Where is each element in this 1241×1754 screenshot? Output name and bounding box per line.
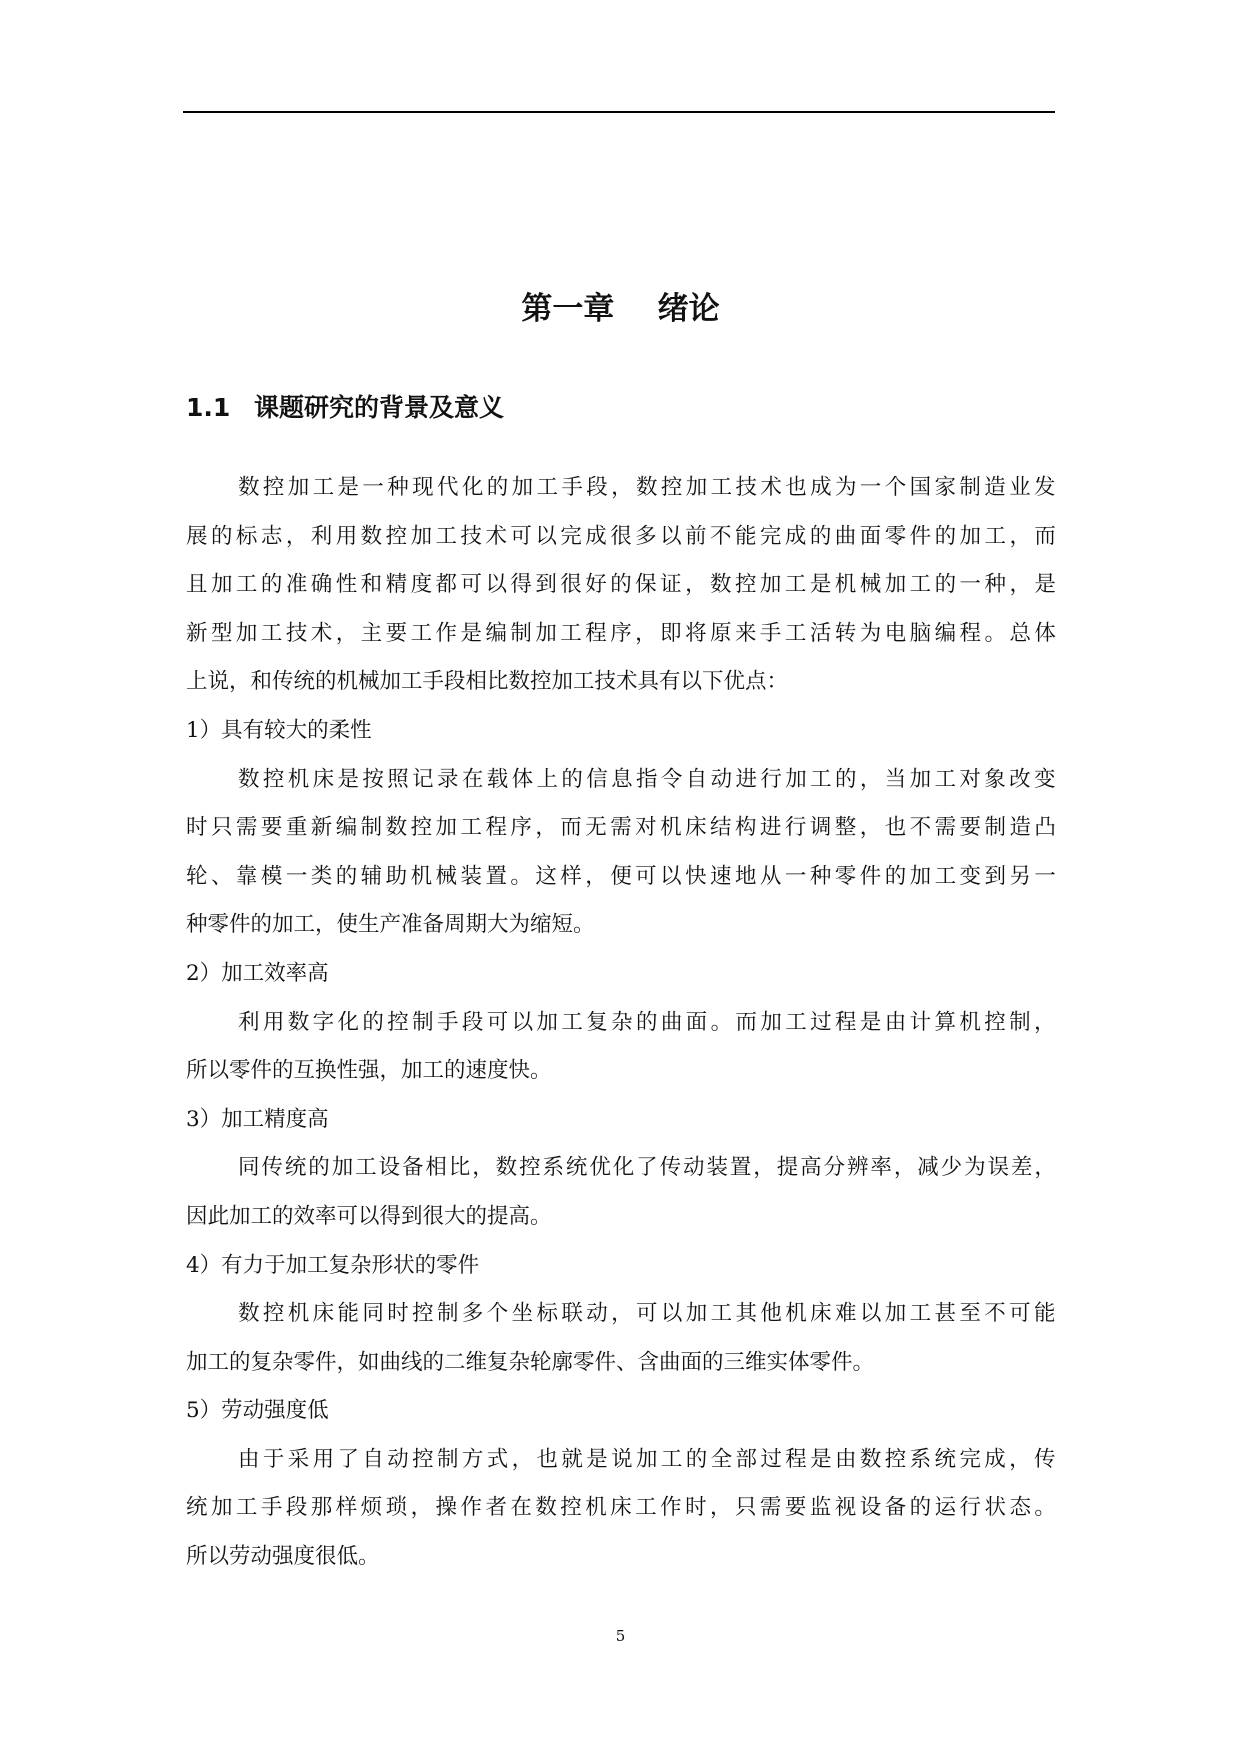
- body-line: 加工的复杂零件，如曲线的二维复杂轮廓零件、含曲面的三维实体零件。: [186, 1349, 875, 1375]
- body-line: [186, 999, 1056, 1048]
- body-line-text: 展 的 标 志 ， 利 用 数 控 加 工 技 术 可 以 完 成 很 多 以 前 不 能 完 成 的 曲 面 零 件 的 加 工 ， 而: [186, 523, 1056, 549]
- section-heading: [186, 390, 504, 426]
- body-line: 4）有力于加工复杂形状的零件: [186, 1252, 480, 1278]
- body-line-text: 统 加 工 手 段 那 样 烦 琐 ， 操 作 者 在 数 控 机 床 工 作 时 ， 只 需 要 监 视 设 备 的 运 行 状 态 。: [186, 1495, 1056, 1521]
- body-line: 1）具有较大的柔性: [186, 717, 372, 743]
- body-text: [186, 464, 1056, 1582]
- body-line: [186, 1290, 1056, 1339]
- body-line: [186, 1484, 1056, 1533]
- body-line-text: 轮 、 靠 模 一 类 的 辅 助 机 械 装 置 。 这 样 ， 便 可 以 快 速 地 从 一 种 零 件 的 加 工 变 到 另 一: [186, 863, 1056, 889]
- body-line: [186, 1436, 1056, 1485]
- body-line: 所以零件的互换性强，加工的速度快。: [186, 1058, 552, 1084]
- body-line-text: 时 只 需 要 重 新 编 制 数 控 加 工 程 序 ， 而 无 需 对 机 床 结 构 进 行 调 整 ， 也 不 需 要 制 造 凸: [186, 815, 1056, 841]
- section-title: 课题研究的背景及意义: [254, 393, 505, 422]
- body-line: [186, 804, 1056, 853]
- body-line: 5）劳动强度低: [186, 1398, 329, 1424]
- section-number: 1.1: [186, 393, 231, 422]
- body-line: [186, 853, 1056, 902]
- header-rule: [183, 111, 1055, 113]
- body-line: [186, 513, 1056, 562]
- body-line: 上说，和传统的机械加工手段相比数控加工技术具有以下优点：: [186, 669, 789, 695]
- body-line-text: 数 控 机 床 是 按 照 记 录 在 载 体 上 的 信 息 指 令 自 动 进 行 加 工 的 ， 当 加 工 对 象 改 变: [238, 766, 1056, 792]
- body-line-text: 利 用 数 字 化 的 控 制 手 段 可 以 加 工 复 杂 的 曲 面 。 而 加 工 过 程 是 由 计 算 机 控 制 ，: [238, 1009, 1056, 1035]
- body-line-text: 由 于 采 用 了 自 动 控 制 方 式 ， 也 就 是 说 加 工 的 全 部 过 程 是 由 数 控 系 统 完 成 ， 传: [238, 1446, 1056, 1472]
- body-line: [186, 561, 1056, 610]
- chapter-title: 第一章 绪论: [521, 291, 720, 327]
- body-line: [186, 1144, 1056, 1193]
- body-line: 3）加工精度高: [186, 1106, 329, 1132]
- body-line: [186, 756, 1056, 805]
- page-number: 5: [615, 1627, 626, 1645]
- body-line: 所以劳动强度很低。: [186, 1544, 380, 1570]
- body-line-text: 新 型 加 工 技 术 ， 主 要 工 作 是 编 制 加 工 程 序 ， 即 将 原 来 手 工 活 转 为 电 脑 编 程 。 总 体: [186, 620, 1056, 646]
- body-line-text: 同 传 统 的 加 工 设 备 相 比 ， 数 控 系 统 优 化 了 传 动 装 置 ， 提 高 分 辨 率 ， 减 少 为 误 差 ，: [238, 1155, 1056, 1181]
- body-line-text: 数 控 机 床 能 同 时 控 制 多 个 坐 标 联 动 ， 可 以 加 工 其 他 机 床 难 以 加 工 甚 至 不 可 能: [238, 1301, 1056, 1327]
- body-line: [186, 610, 1056, 659]
- body-line: [186, 464, 1056, 513]
- body-line-text: 且 加 工 的 准 确 性 和 精 度 都 可 以 得 到 很 好 的 保 证 ， 数 控 加 工 是 机 械 加 工 的 一 种 ， 是: [186, 572, 1056, 598]
- body-line-text: 数 控 加 工 是 一 种 现 代 化 的 加 工 手 段 ， 数 控 加 工 技 术 也 成 为 一 个 国 家 制 造 业 发: [238, 475, 1056, 500]
- body-line: 因此加工的效率可以得到很大的提高。: [186, 1203, 552, 1229]
- body-line: 2）加工效率高: [186, 960, 329, 986]
- body-line: 种零件的加工，使生产准备周期大为缩短。: [186, 912, 595, 938]
